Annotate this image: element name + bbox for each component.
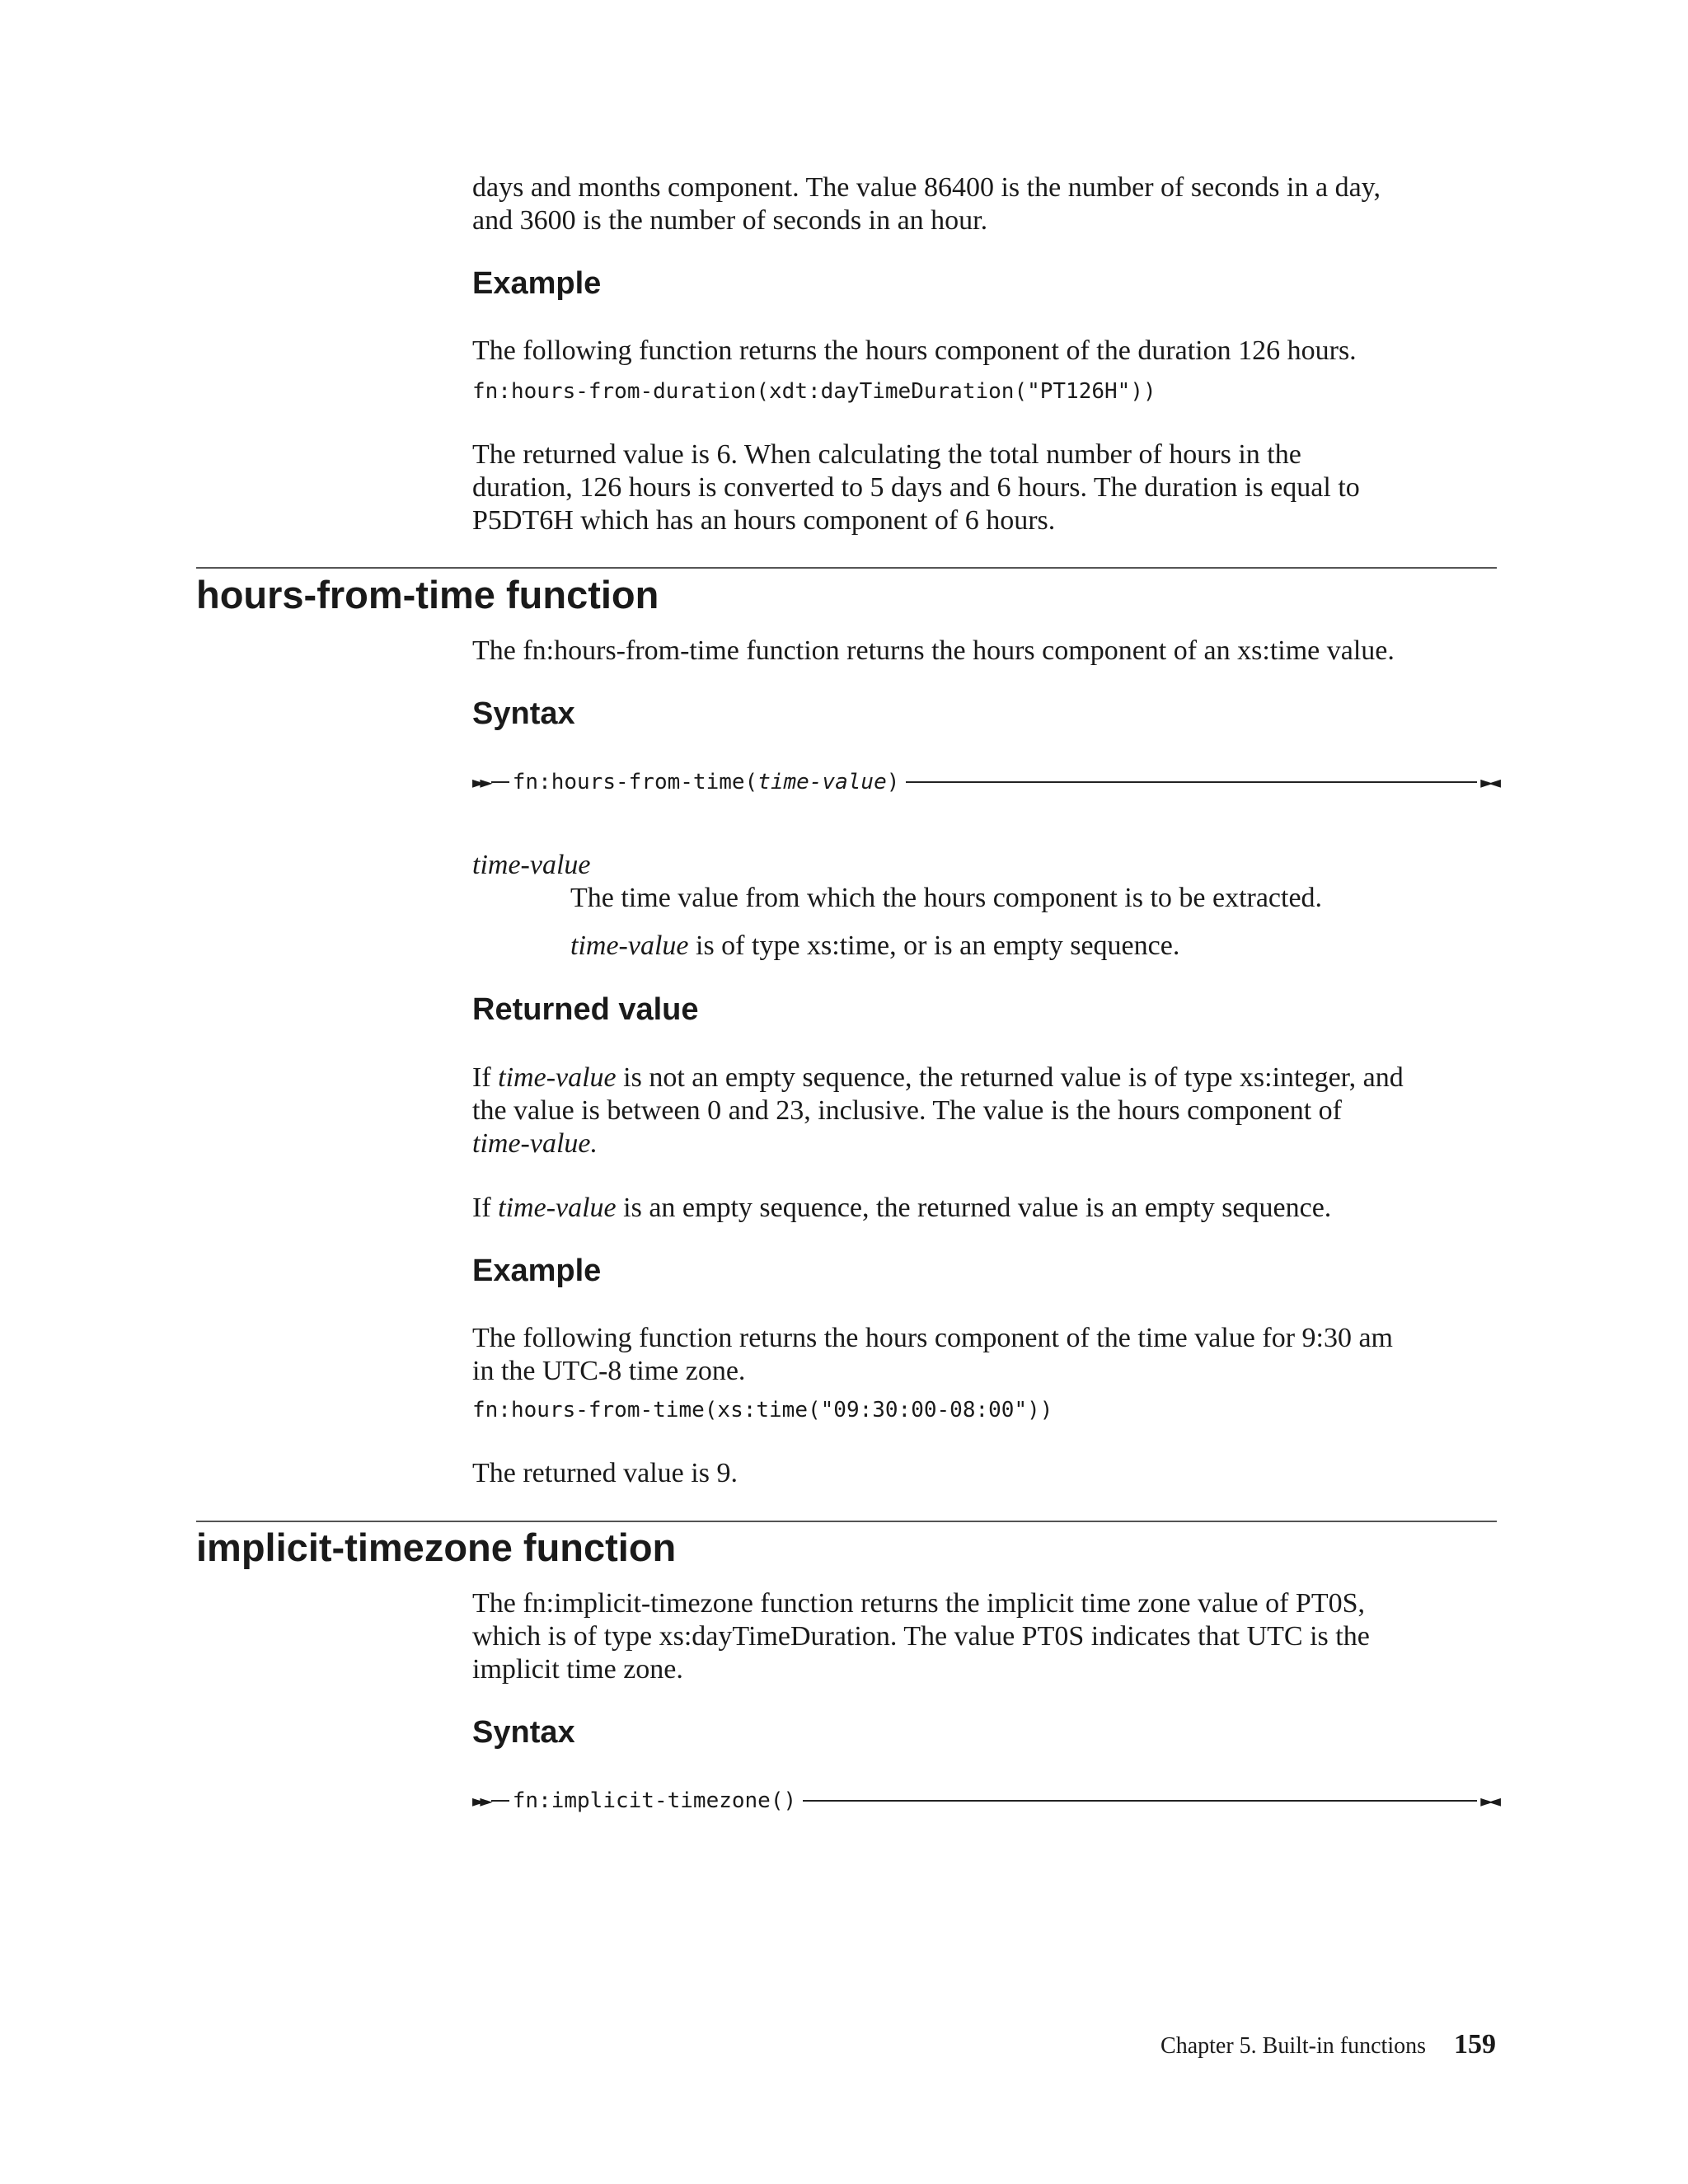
section-title-hours-from-time: hours-from-time function — [196, 573, 659, 616]
duration-example-desc: The following function returns the hours component of the duration 126 hours. — [472, 335, 1357, 366]
footer-chapter: Chapter 5. Built-in functions — [1160, 2033, 1426, 2059]
syntax-text: fn:implicit-timezone() — [512, 1788, 797, 1813]
duration-result-line-2: duration, 126 hours is converted to 5 days and 6 hours. The duration is equal to — [472, 472, 1360, 503]
section-divider-implicit-timezone — [196, 1521, 1497, 1522]
duration-example-code: fn:hours-from-duration(xdt:dayTimeDuration("PT126H")) — [472, 379, 1156, 404]
syntax-diagram-hours-from-time — [472, 770, 1496, 794]
returned-empty-line: If time-value is an empty sequence, the returned value is an empty sequence. — [472, 1193, 1332, 1223]
syntax-end-arrow-icon: ►◄ — [1480, 772, 1496, 792]
intro-line-2: and 3600 is the number of seconds in an hour. — [472, 205, 988, 236]
page-number: 159 — [1454, 2029, 1496, 2060]
time-example-line-1: The following function returns the hours component of the time value for 9:30 am — [472, 1323, 1394, 1353]
intro-line-1: days and months component. The value 86400 is the number of seconds in a day, — [472, 172, 1381, 203]
time-example-result: The returned value is 9. — [472, 1458, 738, 1488]
param-def-line-2: time-value is of type xs:time, or is an empty sequence. — [570, 930, 1180, 961]
returned-line-1: If time-value is not an empty sequence, the returned value is of type xs:integer, and — [472, 1062, 1404, 1093]
hours-from-time-desc: The fn:hours-from-time function returns the hours component of an xs:time value. — [472, 635, 1395, 666]
param-term-time-value: time-value — [472, 850, 591, 880]
implicit-timezone-line-3: implicit time zone. — [472, 1654, 683, 1685]
page-footer — [0, 2029, 1496, 2060]
syntax-start-arrow-icon: ►► — [472, 772, 488, 792]
section-divider-hours-from-time — [196, 567, 1497, 569]
example-heading-hours-from-time: Example — [472, 1254, 602, 1288]
returned-value-heading: Returned value — [472, 992, 699, 1027]
implicit-timezone-line-2: which is of type xs:dayTimeDuration. The value PT0S indicates that UTC is the — [472, 1621, 1370, 1652]
duration-result-line-3: P5DT6H which has an hours component of 6 hours. — [472, 505, 1056, 536]
param-def-line-1: The time value from which the hours component is to be extracted. — [570, 883, 1323, 913]
syntax-end-arrow-icon: ►◄ — [1480, 1791, 1496, 1811]
syntax-text: fn:hours-from-time(time-value) — [512, 770, 900, 794]
example-heading-duration: Example — [472, 266, 602, 301]
syntax-heading-hours-from-time: Syntax — [472, 696, 575, 731]
returned-line-3: time-value. — [472, 1128, 598, 1159]
duration-result-line-1: The returned value is 6. When calculating the total number of hours in the — [472, 439, 1301, 470]
time-example-line-2: in the UTC-8 time zone. — [472, 1356, 746, 1386]
implicit-timezone-line-1: The fn:implicit-timezone function returns the implicit time zone value of PT0S, — [472, 1588, 1366, 1619]
time-example-code: fn:hours-from-time(xs:time("09:30:00-08:00")) — [472, 1398, 1053, 1422]
returned-line-2: the value is between 0 and 23, inclusive. The value is the hours component of — [472, 1095, 1342, 1126]
syntax-start-arrow-icon: ►► — [472, 1791, 488, 1811]
section-title-implicit-timezone: implicit-timezone function — [196, 1526, 677, 1569]
syntax-heading-implicit-timezone: Syntax — [472, 1715, 575, 1750]
syntax-diagram-implicit-timezone — [472, 1788, 1496, 1813]
